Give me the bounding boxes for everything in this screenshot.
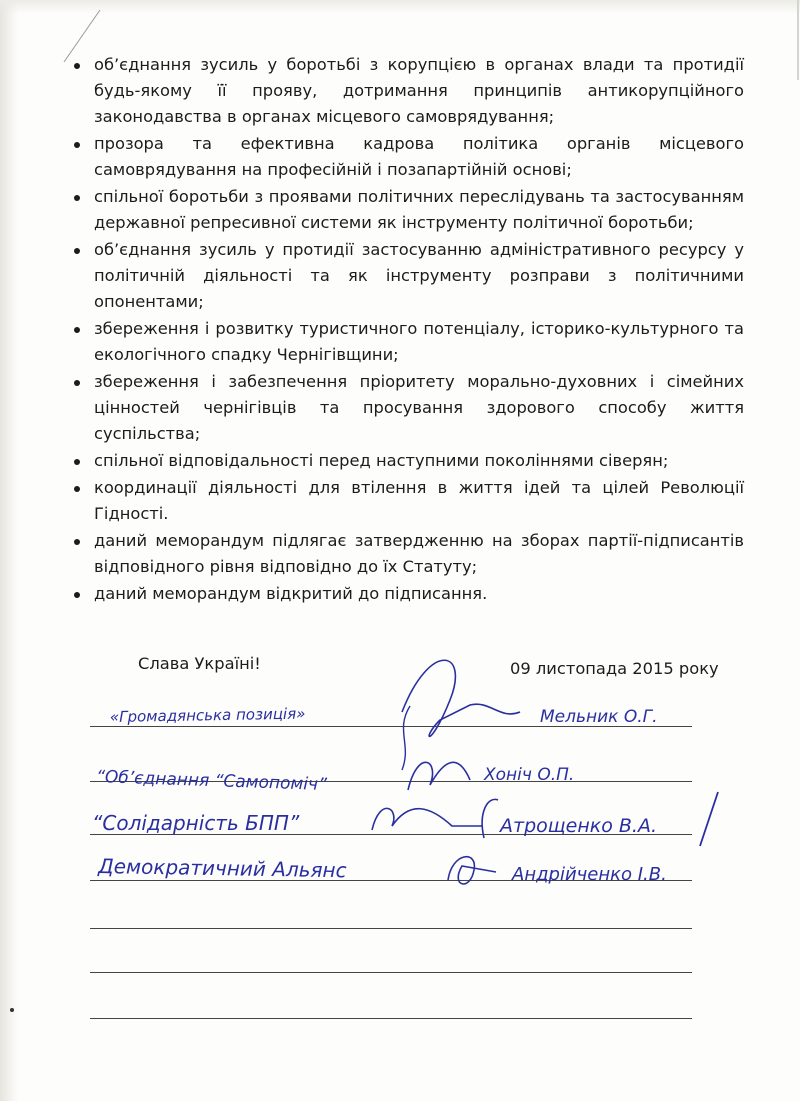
signatory-name-1: Мельник О.Г. — [540, 707, 658, 727]
signature-scribble-3 — [372, 808, 482, 830]
signatory-name-2: Хоніч О.П. — [484, 765, 575, 785]
list-item: об’єднання зусиль у протидії застосуванню адміністративного ресурсу у політичній діяльності та як інструменту розправи з політичними опонентами; — [72, 237, 744, 315]
signatory-name-4: Андрійченко І.В. — [512, 864, 667, 885]
list-item: даний меморандум підлягає затвердженню на зборах партії-підписантів відповідного рівня відповідно до їх Статуту; — [72, 528, 744, 580]
signatory-party-1: «Громадянська позиція» — [109, 704, 306, 726]
list-item: збереження і розвитку туристичного потенціалу, історико-культурного та екологічного спадку Чернігівщини; — [72, 316, 744, 368]
list-item: спільної боротьби з проявами політичних переслідувань та застосуванням державної репресивної системи як інструменту політичної боротьби; — [72, 184, 744, 236]
signature-stroke — [402, 706, 410, 770]
list-item: збереження і забезпечення пріоритету морально-духовних і сімейних цінностей чернігівців та просування здорового способу життя суспільства; — [72, 369, 744, 447]
document-date: 09 листопада 2015 року — [510, 659, 719, 678]
signatory-party-3: “Солідарність БПП” — [92, 811, 300, 835]
signature-scribble-2 — [408, 762, 470, 790]
signature-scribble-4 — [448, 857, 496, 884]
list-item: спільної відповідальності перед наступними поколіннями сіверян; — [72, 448, 744, 474]
signatory-party-2: “Об’єднання “Самопоміч” — [95, 767, 328, 796]
signatory-name-3: Атрощенко В.А. — [500, 815, 658, 837]
signatory-party-4: Демократичний Альянс — [97, 854, 347, 883]
closing-slogan: Слава Україні! — [138, 654, 261, 673]
list-item: даний меморандум відкритий до підписання. — [72, 581, 744, 607]
signature-stroke — [700, 792, 718, 846]
list-item: об’єднання зусиль у боротьбі з корупцією в органах влади та протидії будь-якому її прояву, дотримання принципів антикорупційного законодавства в органах місцевого самоврядування; — [72, 52, 744, 130]
list-item: координації діяльності для втілення в життя ідей та цілей Революції Гідності. — [72, 475, 744, 527]
list-item: прозора та ефективна кадрова політика органів місцевого самоврядування на професійній і позапартійній основі; — [72, 131, 744, 183]
scan-speck — [10, 1008, 14, 1012]
signature-scribble-1 — [402, 660, 520, 736]
signature-stroke — [482, 799, 498, 838]
